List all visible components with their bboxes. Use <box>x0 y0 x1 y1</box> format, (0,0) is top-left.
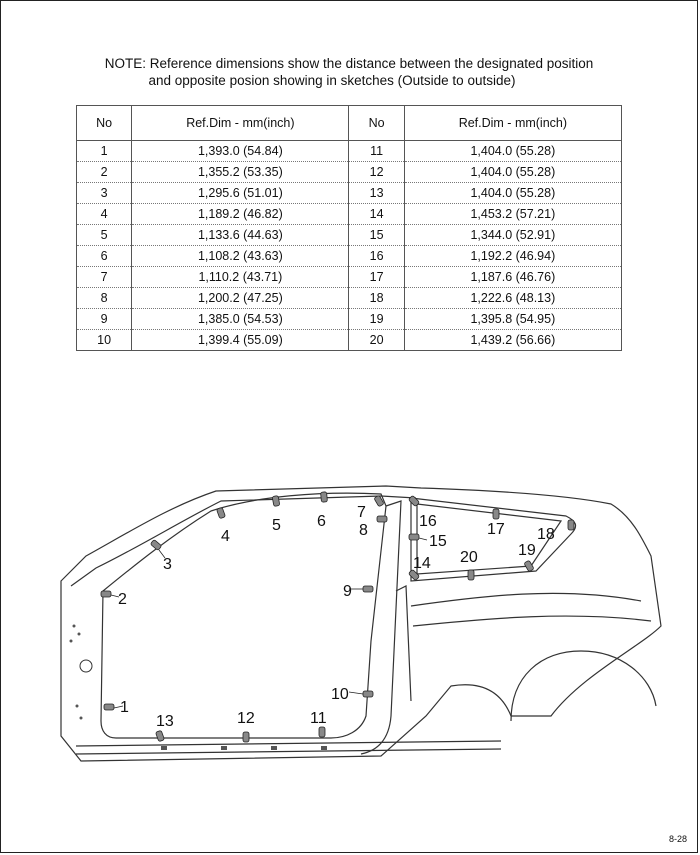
header-dim-left: Ref.Dim - mm(inch) <box>132 106 349 141</box>
cell: 1,108.2 (43.63) <box>132 246 349 267</box>
point-label-19: 19 <box>518 542 536 559</box>
cell: 12 <box>349 162 404 183</box>
point-label-11: 11 <box>310 710 327 727</box>
cell: 1,453.2 (57.21) <box>404 204 621 225</box>
header-dim-right: Ref.Dim - mm(inch) <box>404 106 621 141</box>
point-label-16: 16 <box>419 513 437 530</box>
point-label-17: 17 <box>487 521 505 538</box>
cell: 11 <box>349 141 404 162</box>
hinge-pillar-details <box>70 625 328 751</box>
cell: 1,404.0 (55.28) <box>404 183 621 204</box>
reference-note <box>1 55 697 89</box>
cell: 1,355.2 (53.35) <box>132 162 349 183</box>
header-no-left: No <box>77 106 132 141</box>
table-row <box>77 162 622 183</box>
table-row <box>77 267 622 288</box>
cell: 17 <box>349 267 404 288</box>
cell: 4 <box>77 204 132 225</box>
cell: 1,200.2 (47.25) <box>132 288 349 309</box>
cell: 13 <box>349 183 404 204</box>
table-row <box>77 330 622 351</box>
point-label-13: 13 <box>156 713 174 730</box>
cell: 1,110.2 (43.71) <box>132 267 349 288</box>
point-label-15: 15 <box>429 533 447 550</box>
hinge-pillar-hole <box>80 660 92 672</box>
table-row <box>77 288 622 309</box>
point-label-9: 9 <box>343 583 352 600</box>
cell: 1,295.6 (51.01) <box>132 183 349 204</box>
table-header-row <box>77 106 622 141</box>
point-label-12: 12 <box>237 710 255 727</box>
cell: 7 <box>77 267 132 288</box>
cell: 1,404.0 (55.28) <box>404 141 621 162</box>
table-row <box>77 141 622 162</box>
cell: 19 <box>349 309 404 330</box>
point-label-1: 1 <box>120 699 129 716</box>
cell: 1,399.4 (55.09) <box>132 330 349 351</box>
cell: 1,222.6 (48.13) <box>404 288 621 309</box>
note-line-2: and opposite posion showing in sketches (Outside to outside) <box>148 73 516 88</box>
cell: 1 <box>77 141 132 162</box>
point-label-2: 2 <box>118 591 127 608</box>
table-row <box>77 309 622 330</box>
cell: 2 <box>77 162 132 183</box>
vehicle-side-panel-diagram <box>41 476 671 786</box>
table-row <box>77 183 622 204</box>
reference-dimension-table <box>76 105 622 351</box>
page-number: 8-28 <box>668 834 687 844</box>
cell: 1,189.2 (46.82) <box>132 204 349 225</box>
cell: 1,133.6 (44.63) <box>132 225 349 246</box>
table-row <box>77 225 622 246</box>
cell: 9 <box>77 309 132 330</box>
cell: 1,385.0 (54.53) <box>132 309 349 330</box>
cell: 14 <box>349 204 404 225</box>
point-label-8: 8 <box>359 522 368 539</box>
point-label-5: 5 <box>272 517 281 534</box>
cell: 1,439.2 (56.66) <box>404 330 621 351</box>
cell: 10 <box>77 330 132 351</box>
cell: 1,192.2 (46.94) <box>404 246 621 267</box>
cell: 3 <box>77 183 132 204</box>
cell: 1,393.0 (54.84) <box>132 141 349 162</box>
table-row <box>77 246 622 267</box>
cell: 1,187.6 (46.76) <box>404 267 621 288</box>
point-label-6: 6 <box>317 513 326 530</box>
point-label-14: 14 <box>413 555 431 572</box>
cell: 1,344.0 (52.91) <box>404 225 621 246</box>
cell: 6 <box>77 246 132 267</box>
point-label-7: 7 <box>357 504 366 521</box>
table-row <box>77 204 622 225</box>
point-label-3: 3 <box>163 556 172 573</box>
cell: 8 <box>77 288 132 309</box>
cell: 16 <box>349 246 404 267</box>
cell: 15 <box>349 225 404 246</box>
cell: 18 <box>349 288 404 309</box>
cell: 1,404.0 (55.28) <box>404 162 621 183</box>
note-line-1: NOTE: Reference dimensions show the distance between the designated position <box>104 56 594 71</box>
point-label-4: 4 <box>221 528 230 545</box>
cell: 5 <box>77 225 132 246</box>
point-label-10: 10 <box>331 686 349 703</box>
point-label-20: 20 <box>460 549 478 566</box>
measurement-labels <box>118 504 555 730</box>
cell: 20 <box>349 330 404 351</box>
cell: 1,395.8 (54.95) <box>404 309 621 330</box>
point-label-18: 18 <box>537 526 555 543</box>
header-no-right: No <box>349 106 404 141</box>
